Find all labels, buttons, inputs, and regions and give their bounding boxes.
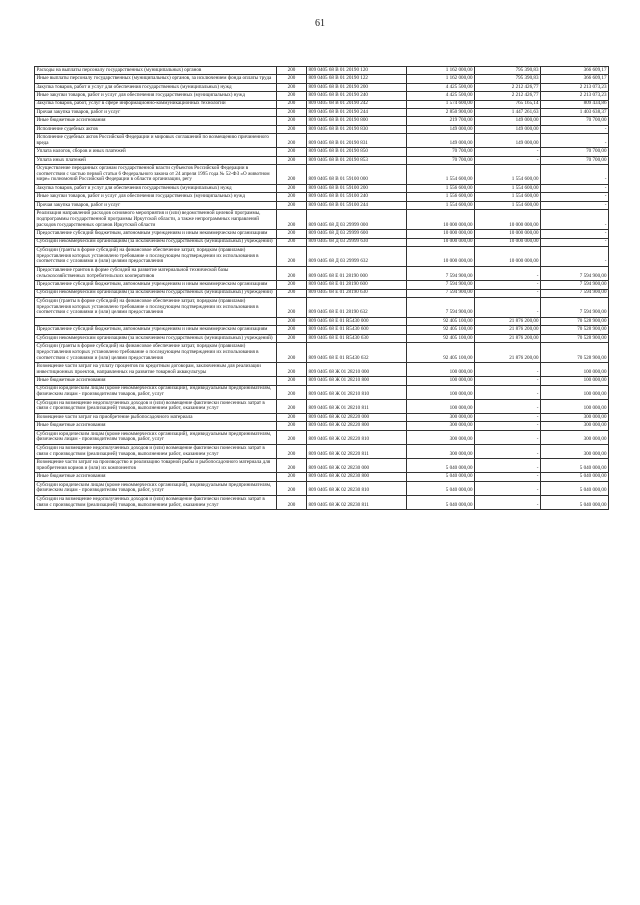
- table-row: [35, 267, 609, 281]
- row-planned-amount-cell: 1 554 600,00: [407, 201, 475, 209]
- table-row: [35, 230, 609, 238]
- row-planned-amount-cell: 5 040 000,00: [407, 481, 475, 495]
- row-admin-code-cell: 200: [277, 134, 307, 148]
- row-name-cell: Уплата иных платежей: [35, 156, 277, 164]
- row-planned-amount-cell: 92 405 100,00: [407, 317, 475, 325]
- row-name-cell: Прочая закупка товаров, работ и услуг: [35, 201, 277, 209]
- row-executed-amount-cell: -: [475, 399, 541, 413]
- table-row: [35, 334, 609, 342]
- row-name-cell: Предоставление субсидий бюджетным, автономным учреждениям и иным некоммерческим организациям: [35, 281, 277, 289]
- row-name-cell: Иные выплаты персоналу государственных (муниципальных) органов, за исключением фонда оплаты труда: [35, 75, 277, 83]
- row-budget-code-cell: 809 0405 68 Ж 02 28220 000: [307, 414, 407, 422]
- table-row: [35, 459, 609, 473]
- row-planned-amount-cell: 5 040 000,00: [407, 459, 475, 473]
- row-admin-code-cell: 200: [277, 83, 307, 91]
- row-executed-amount-cell: -: [475, 377, 541, 385]
- row-name-cell: Предоставление грантов в форме субсидий на развитие материальной технической базы сельскохозяйственных потребительских кооперативов: [35, 267, 277, 281]
- row-admin-code-cell: 200: [277, 445, 307, 459]
- row-executed-amount-cell: -: [475, 430, 541, 444]
- row-admin-code-cell: 200: [277, 343, 307, 363]
- row-planned-amount-cell: 1 554 600,00: [407, 165, 475, 185]
- row-remainder-amount-cell: -: [541, 238, 609, 246]
- row-admin-code-cell: 200: [277, 108, 307, 116]
- row-name-cell: Субсидии на возмещение недополученных доходов и (или) возмещение фактически понесенных затрат в связи с производством (реализацией) товаров, выполнением работ, оказанием услуг: [35, 445, 277, 459]
- row-planned-amount-cell: 92 405 100,00: [407, 343, 475, 363]
- row-executed-amount-cell: -: [475, 363, 541, 377]
- row-executed-amount-cell: -: [475, 289, 541, 297]
- page-number: 61: [315, 18, 325, 29]
- row-budget-code-cell: 809 0405 68 В 01 20190 122: [307, 75, 407, 83]
- row-budget-code-cell: 809 0405 68 Е 01 28190 630: [307, 289, 407, 297]
- row-name-cell: Иные закупки товаров, работ и услуг для обеспечения государственных (муниципальных) нужд: [35, 193, 277, 201]
- table-row: [35, 385, 609, 399]
- row-remainder-amount-cell: 300 000,00: [541, 445, 609, 459]
- row-admin-code-cell: 200: [277, 267, 307, 281]
- table-row: [35, 326, 609, 334]
- row-planned-amount-cell: 7 594 900,00: [407, 297, 475, 317]
- table-row: [35, 92, 609, 100]
- row-budget-code-cell: 809 0405 68 Ж 01 28210 810: [307, 385, 407, 399]
- row-name-cell: Иные закупки товаров, работ и услуг для обеспечения государственных (муниципальных) нужд: [35, 92, 277, 100]
- table-row: [35, 317, 609, 325]
- row-executed-amount-cell: -: [475, 495, 541, 509]
- row-admin-code-cell: 200: [277, 156, 307, 164]
- table-row: [35, 201, 609, 209]
- row-planned-amount-cell: 219 700,00: [407, 117, 475, 125]
- row-executed-amount-cell: 149 000,00: [475, 134, 541, 148]
- row-executed-amount-cell: 795 390,83: [475, 75, 541, 83]
- row-name-cell: Иные бюджетные ассигнования: [35, 377, 277, 385]
- row-admin-code-cell: 200: [277, 165, 307, 185]
- table-row: [35, 125, 609, 133]
- row-remainder-amount-cell: -: [541, 134, 609, 148]
- table-row: [35, 165, 609, 185]
- row-planned-amount-cell: 300 000,00: [407, 422, 475, 430]
- row-remainder-amount-cell: -: [541, 185, 609, 193]
- table-row: [35, 297, 609, 317]
- row-remainder-amount-cell: -: [541, 247, 609, 267]
- row-planned-amount-cell: 100 000,00: [407, 363, 475, 377]
- table-row: [35, 289, 609, 297]
- row-name-cell: Субсидии юридическим лицам (кроме некоммерческих организаций), индивидуальным предпринимателям, физическим лицам - производителям товаров, работ, услуг: [35, 481, 277, 495]
- row-budget-code-cell: 809 0405 68 Е 01 28190 600: [307, 281, 407, 289]
- row-name-cell: Субсидии на возмещение недополученных доходов и (или) возмещение фактически понесенных затрат в связи с производством (реализацией) товаров, выполнением работ, оказанием услуг: [35, 399, 277, 413]
- row-remainder-amount-cell: 100 000,00: [541, 377, 609, 385]
- row-name-cell: Возмещение части затрат на приобретение рыбопосадочного материала: [35, 414, 277, 422]
- row-remainder-amount-cell: 7 594 900,00: [541, 281, 609, 289]
- row-name-cell: Субсидии (гранты в форме субсидий) на финансовое обеспечение затрат, порядком (правилами) предоставления которых установлено требование о последующем подтверждении их использования в соответствии с условиями и (или) целями предоставления: [35, 343, 277, 363]
- row-name-cell: Субсидии юридическим лицам (кроме некоммерческих организаций), индивидуальным предпринимателям, физическим лицам - производителям товаров, работ, услуг: [35, 385, 277, 399]
- row-planned-amount-cell: 5 040 000,00: [407, 473, 475, 481]
- row-admin-code-cell: 200: [277, 238, 307, 246]
- table-row: [35, 363, 609, 377]
- row-remainder-amount-cell: 70 528 900,00: [541, 334, 609, 342]
- row-remainder-amount-cell: 1 403 638,37: [541, 108, 609, 116]
- table-row: [35, 445, 609, 459]
- row-name-cell: Иные бюджетные ассигнования: [35, 473, 277, 481]
- row-admin-code-cell: 200: [277, 495, 307, 509]
- row-remainder-amount-cell: -: [541, 165, 609, 185]
- table-row: [35, 67, 609, 75]
- row-admin-code-cell: 200: [277, 430, 307, 444]
- row-budget-code-cell: 809 0405 68 Е 01 R5430 632: [307, 343, 407, 363]
- row-name-cell: Исполнение судебных актов: [35, 125, 277, 133]
- row-admin-code-cell: 200: [277, 459, 307, 473]
- row-executed-amount-cell: 21 876 200,00: [475, 334, 541, 342]
- row-name-cell: Субсидии некоммерческим организациям (за исключением государственных (муниципальных) учреждений): [35, 238, 277, 246]
- row-admin-code-cell: 200: [277, 100, 307, 108]
- row-executed-amount-cell: 2 212 426,77: [475, 92, 541, 100]
- row-remainder-amount-cell: -: [541, 201, 609, 209]
- row-remainder-amount-cell: 7 594 900,00: [541, 289, 609, 297]
- row-budget-code-cell: 809 0405 68 В 01 20190 242: [307, 100, 407, 108]
- row-admin-code-cell: 200: [277, 230, 307, 238]
- row-budget-code-cell: 809 0405 68 Д 03 29999 632: [307, 247, 407, 267]
- row-admin-code-cell: 200: [277, 193, 307, 201]
- row-budget-code-cell: 809 0405 68 Ж 01 28210 811: [307, 399, 407, 413]
- row-planned-amount-cell: 4 425 500,00: [407, 83, 475, 91]
- table-row: [35, 430, 609, 444]
- row-remainder-amount-cell: 7 594 900,00: [541, 297, 609, 317]
- row-remainder-amount-cell: 5 040 000,00: [541, 459, 609, 473]
- table-row: [35, 343, 609, 363]
- row-admin-code-cell: 200: [277, 385, 307, 399]
- row-planned-amount-cell: 1 556 600,00: [407, 185, 475, 193]
- row-planned-amount-cell: 70 700,00: [407, 148, 475, 156]
- row-remainder-amount-cell: -: [541, 125, 609, 133]
- table-row: [35, 414, 609, 422]
- row-name-cell: Закупка товаров, работ и услуг для обеспечения государственных (муниципальных) нужд: [35, 185, 277, 193]
- row-executed-amount-cell: 1 554 600,00: [475, 201, 541, 209]
- row-planned-amount-cell: 1 556 600,00: [407, 193, 475, 201]
- row-remainder-amount-cell: 100 000,00: [541, 399, 609, 413]
- row-admin-code-cell: 200: [277, 289, 307, 297]
- table-row: [35, 185, 609, 193]
- row-admin-code-cell: 200: [277, 92, 307, 100]
- row-budget-code-cell: 809 0405 68 Ж 01 28210 000: [307, 363, 407, 377]
- row-admin-code-cell: 200: [277, 422, 307, 430]
- row-name-cell: Исполнение судебных актов Российской Федерации и мировых соглашений по возмещению причиненного вреда: [35, 134, 277, 148]
- row-name-cell: [35, 317, 277, 325]
- row-budget-code-cell: 809 0405 68 В 01 59100 200: [307, 185, 407, 193]
- row-remainder-amount-cell: 300 000,00: [541, 422, 609, 430]
- row-name-cell: Закупка товаров, работ, услуг в сфере информационно-коммуникационных технологий: [35, 100, 277, 108]
- row-remainder-amount-cell: 7 594 900,00: [541, 267, 609, 281]
- row-admin-code-cell: 200: [277, 377, 307, 385]
- table-row: [35, 377, 609, 385]
- row-remainder-amount-cell: 70 700,00: [541, 156, 609, 164]
- row-planned-amount-cell: 5 040 000,00: [407, 495, 475, 509]
- row-budget-code-cell: 809 0405 68 Ж 02 28230 800: [307, 473, 407, 481]
- row-admin-code-cell: 200: [277, 414, 307, 422]
- row-remainder-amount-cell: 366 609,17: [541, 75, 609, 83]
- row-executed-amount-cell: 149 000,00: [475, 125, 541, 133]
- row-remainder-amount-cell: -: [541, 193, 609, 201]
- row-name-cell: Расходы на выплаты персоналу государственных (муниципальных) органов: [35, 67, 277, 75]
- row-name-cell: Прочая закупка товаров, работ и услуг: [35, 108, 277, 116]
- row-planned-amount-cell: 70 700,00: [407, 156, 475, 164]
- row-executed-amount-cell: -: [475, 414, 541, 422]
- row-remainder-amount-cell: 2 213 073,23: [541, 83, 609, 91]
- row-planned-amount-cell: 149 000,00: [407, 125, 475, 133]
- row-budget-code-cell: 809 0405 68 В 01 20190 850: [307, 148, 407, 156]
- row-executed-amount-cell: 149 000,00: [475, 117, 541, 125]
- row-planned-amount-cell: 100 000,00: [407, 399, 475, 413]
- row-remainder-amount-cell: 70 528 900,00: [541, 317, 609, 325]
- row-name-cell: Иные бюджетные ассигнования: [35, 422, 277, 430]
- table-row: [35, 134, 609, 148]
- row-budget-code-cell: 809 0405 68 В 01 20190 200: [307, 83, 407, 91]
- row-planned-amount-cell: 149 000,00: [407, 134, 475, 148]
- row-planned-amount-cell: 1 162 000,00: [407, 75, 475, 83]
- row-executed-amount-cell: -: [475, 445, 541, 459]
- row-executed-amount-cell: 2 212 426,77: [475, 83, 541, 91]
- row-executed-amount-cell: -: [475, 156, 541, 164]
- row-remainder-amount-cell: 5 040 000,00: [541, 473, 609, 481]
- row-budget-code-cell: 809 0405 68 Ж 02 28220 811: [307, 445, 407, 459]
- row-executed-amount-cell: 21 876 200,00: [475, 317, 541, 325]
- row-name-cell: Реализация направлений расходов основного мероприятия и (или) ведомственной целевой программы, подпрограммы государственной программы Иркутской области, а также непрограммных направлений расходов государственных органов Иркутской области: [35, 210, 277, 230]
- row-name-cell: Иные бюджетные ассигнования: [35, 117, 277, 125]
- budget-table: [34, 66, 609, 510]
- row-budget-code-cell: 809 0405 68 Е 01 28190 000: [307, 267, 407, 281]
- row-planned-amount-cell: 100 000,00: [407, 385, 475, 399]
- row-planned-amount-cell: 300 000,00: [407, 430, 475, 444]
- row-remainder-amount-cell: 5 040 000,00: [541, 495, 609, 509]
- row-budget-code-cell: 809 0405 68 В 01 20190 830: [307, 125, 407, 133]
- row-name-cell: Возмещение части затрат на уплату процентов по кредитным договорам, заключенным для реализации инвестиционных проектов, направленных на развитие товарной аквакультуры: [35, 363, 277, 377]
- row-executed-amount-cell: 765 165,14: [475, 100, 541, 108]
- row-remainder-amount-cell: 70 528 900,00: [541, 326, 609, 334]
- row-planned-amount-cell: 1 162 000,00: [407, 67, 475, 75]
- row-budget-code-cell: 809 0405 68 Е 01 R5430 630: [307, 334, 407, 342]
- table-row: [35, 75, 609, 83]
- table-row: [35, 117, 609, 125]
- row-planned-amount-cell: 300 000,00: [407, 414, 475, 422]
- row-executed-amount-cell: -: [475, 459, 541, 473]
- row-executed-amount-cell: 795 390,83: [475, 67, 541, 75]
- row-executed-amount-cell: -: [475, 422, 541, 430]
- row-budget-code-cell: 809 0405 68 В 01 20190 800: [307, 117, 407, 125]
- row-planned-amount-cell: 92 405 100,00: [407, 334, 475, 342]
- row-planned-amount-cell: 7 594 900,00: [407, 267, 475, 281]
- row-remainder-amount-cell: 70 700,00: [541, 117, 609, 125]
- row-executed-amount-cell: 1 554 600,00: [475, 193, 541, 201]
- row-planned-amount-cell: 10 000 000,00: [407, 238, 475, 246]
- budget-table-body: [35, 67, 609, 510]
- row-name-cell: Субсидии (гранты в форме субсидий) на финансовое обеспечение затрат, порядком (правилами) предоставления которых установлено требование о последующем подтверждении их использования в соответствии с условиями и (или) целями предоставления: [35, 297, 277, 317]
- row-budget-code-cell: 809 0405 68 Ж 02 28230 810: [307, 481, 407, 495]
- row-executed-amount-cell: 1 554 600,00: [475, 185, 541, 193]
- row-executed-amount-cell: 10 000 000,00: [475, 238, 541, 246]
- row-budget-code-cell: 809 0405 68 Д 03 29999 630: [307, 238, 407, 246]
- row-admin-code-cell: 200: [277, 317, 307, 325]
- row-executed-amount-cell: 1 554 600,00: [475, 165, 541, 185]
- row-remainder-amount-cell: 70 700,00: [541, 148, 609, 156]
- table-row: [35, 422, 609, 430]
- row-name-cell: Закупка товаров, работ и услуг для обеспечения государственных (муниципальных) нужд: [35, 83, 277, 91]
- row-admin-code-cell: 200: [277, 399, 307, 413]
- table-row: [35, 238, 609, 246]
- row-budget-code-cell: 809 0405 68 Е 01 R5430 000: [307, 317, 407, 325]
- row-remainder-amount-cell: 100 000,00: [541, 363, 609, 377]
- row-planned-amount-cell: 4 425 500,00: [407, 92, 475, 100]
- row-admin-code-cell: 200: [277, 201, 307, 209]
- row-planned-amount-cell: 2 850 900,00: [407, 108, 475, 116]
- row-budget-code-cell: 809 0405 68 В 01 20190 853: [307, 156, 407, 164]
- row-planned-amount-cell: 10 000 000,00: [407, 210, 475, 230]
- row-remainder-amount-cell: 100 000,00: [541, 385, 609, 399]
- row-name-cell: Субсидии некоммерческим организациям (за исключением государственных (муниципальных) учреждений): [35, 334, 277, 342]
- row-executed-amount-cell: 10 000 000,00: [475, 210, 541, 230]
- row-admin-code-cell: 200: [277, 334, 307, 342]
- row-executed-amount-cell: -: [475, 481, 541, 495]
- row-admin-code-cell: 200: [277, 473, 307, 481]
- row-executed-amount-cell: -: [475, 297, 541, 317]
- row-remainder-amount-cell: -: [541, 210, 609, 230]
- row-name-cell: Осуществление переданных органам государственной власти субъектов Российской Федерации в соответствии с частью первой статьи 6 Федерального закона от 24 апреля 1995 года № 52-ФЗ «О животном мире» полномочий Российской Федерации в области организации, регу: [35, 165, 277, 185]
- row-remainder-amount-cell: 5 040 000,00: [541, 481, 609, 495]
- row-executed-amount-cell: 21 876 200,00: [475, 343, 541, 363]
- table-row: [35, 148, 609, 156]
- table-row: [35, 210, 609, 230]
- row-budget-code-cell: 809 0405 68 В 01 59100 240: [307, 193, 407, 201]
- row-remainder-amount-cell: 300 000,00: [541, 430, 609, 444]
- row-planned-amount-cell: 92 405 100,00: [407, 326, 475, 334]
- table-row: [35, 100, 609, 108]
- row-admin-code-cell: 200: [277, 363, 307, 377]
- row-budget-code-cell: 809 0405 68 Ж 01 28210 800: [307, 377, 407, 385]
- table-row: [35, 495, 609, 509]
- row-remainder-amount-cell: 300 000,00: [541, 414, 609, 422]
- row-planned-amount-cell: 10 000 000,00: [407, 247, 475, 267]
- row-name-cell: Уплата налогов, сборов и иных платежей: [35, 148, 277, 156]
- table-row: [35, 83, 609, 91]
- table-row: [35, 247, 609, 267]
- table-row: [35, 473, 609, 481]
- row-planned-amount-cell: 7 594 900,00: [407, 281, 475, 289]
- row-admin-code-cell: 200: [277, 185, 307, 193]
- row-admin-code-cell: 200: [277, 67, 307, 75]
- row-name-cell: Предоставление субсидий бюджетным, автономным учреждениям и иным некоммерческим организациям: [35, 230, 277, 238]
- row-name-cell: Субсидии юридическим лицам (кроме некоммерческих организаций), индивидуальным предпринимателям, физическим лицам - производителям товаров, работ, услуг: [35, 430, 277, 444]
- row-executed-amount-cell: -: [475, 473, 541, 481]
- row-admin-code-cell: 200: [277, 297, 307, 317]
- row-name-cell: Возмещение части затрат на производство и реализацию товарной рыбы и рыбопосадочного материала для приобретения кормов и (или) их компонентов: [35, 459, 277, 473]
- row-executed-amount-cell: 21 876 200,00: [475, 326, 541, 334]
- row-planned-amount-cell: 1 574 600,00: [407, 100, 475, 108]
- row-budget-code-cell: 809 0405 68 Ж 02 28230 811: [307, 495, 407, 509]
- row-executed-amount-cell: 10 000 000,00: [475, 230, 541, 238]
- row-budget-code-cell: 809 0405 68 Ж 02 28230 000: [307, 459, 407, 473]
- row-budget-code-cell: 809 0405 68 В 01 20190 120: [307, 67, 407, 75]
- table-row: [35, 193, 609, 201]
- row-admin-code-cell: 200: [277, 247, 307, 267]
- row-budget-code-cell: 809 0405 68 В 01 20190 240: [307, 92, 407, 100]
- row-budget-code-cell: 809 0405 68 Ж 02 28220 800: [307, 422, 407, 430]
- table-row: [35, 108, 609, 116]
- row-remainder-amount-cell: -: [541, 230, 609, 238]
- row-planned-amount-cell: 10 000 000,00: [407, 230, 475, 238]
- row-budget-code-cell: 809 0405 68 Д 03 29999 600: [307, 230, 407, 238]
- row-name-cell: Субсидии (гранты в форме субсидий) на финансовое обеспечение затрат, порядком (правилами) предоставления которых установлено требование о последующем подтверждении их использования в соответствии с условиями и (или) целями предоставления: [35, 247, 277, 267]
- row-admin-code-cell: 200: [277, 481, 307, 495]
- row-admin-code-cell: 200: [277, 117, 307, 125]
- row-remainder-amount-cell: 2 213 073,23: [541, 92, 609, 100]
- row-remainder-amount-cell: 366 609,17: [541, 67, 609, 75]
- row-admin-code-cell: 200: [277, 281, 307, 289]
- row-name-cell: Субсидии некоммерческим организациям (за исключением государственных (муниципальных) учреждений): [35, 289, 277, 297]
- table-row: [35, 481, 609, 495]
- row-admin-code-cell: 200: [277, 210, 307, 230]
- row-planned-amount-cell: 100 000,00: [407, 377, 475, 385]
- row-budget-code-cell: 809 0405 68 Е 01 R5430 600: [307, 326, 407, 334]
- row-remainder-amount-cell: 809 434,86: [541, 100, 609, 108]
- row-budget-code-cell: 809 0405 68 Е 01 28190 632: [307, 297, 407, 317]
- table-row: [35, 156, 609, 164]
- table-row: [35, 399, 609, 413]
- row-admin-code-cell: 200: [277, 326, 307, 334]
- row-budget-code-cell: 809 0405 68 В 01 20190 831: [307, 134, 407, 148]
- row-planned-amount-cell: 7 594 900,00: [407, 289, 475, 297]
- table-row: [35, 281, 609, 289]
- row-executed-amount-cell: 10 000 000,00: [475, 247, 541, 267]
- row-executed-amount-cell: -: [475, 385, 541, 399]
- row-admin-code-cell: 200: [277, 148, 307, 156]
- row-executed-amount-cell: -: [475, 281, 541, 289]
- row-executed-amount-cell: -: [475, 267, 541, 281]
- row-executed-amount-cell: 1 447 261,63: [475, 108, 541, 116]
- row-budget-code-cell: 809 0405 68 В 01 59100 244: [307, 201, 407, 209]
- row-admin-code-cell: 200: [277, 125, 307, 133]
- row-budget-code-cell: 809 0405 68 В 01 59100 000: [307, 165, 407, 185]
- row-remainder-amount-cell: 70 528 900,00: [541, 343, 609, 363]
- row-name-cell: Предоставление субсидий бюджетным, автономным учреждениям и иным некоммерческим организациям: [35, 326, 277, 334]
- row-budget-code-cell: 809 0405 68 Ж 02 28220 810: [307, 430, 407, 444]
- row-admin-code-cell: 200: [277, 75, 307, 83]
- row-planned-amount-cell: 300 000,00: [407, 445, 475, 459]
- row-name-cell: Субсидии на возмещение недополученных доходов и (или) возмещение фактически понесенных затрат в связи с производством (реализацией) товаров, выполнением работ, оказанием услуг: [35, 495, 277, 509]
- row-budget-code-cell: 809 0405 68 Д 03 29999 000: [307, 210, 407, 230]
- row-budget-code-cell: 809 0405 68 В 01 20190 244: [307, 108, 407, 116]
- row-executed-amount-cell: -: [475, 148, 541, 156]
